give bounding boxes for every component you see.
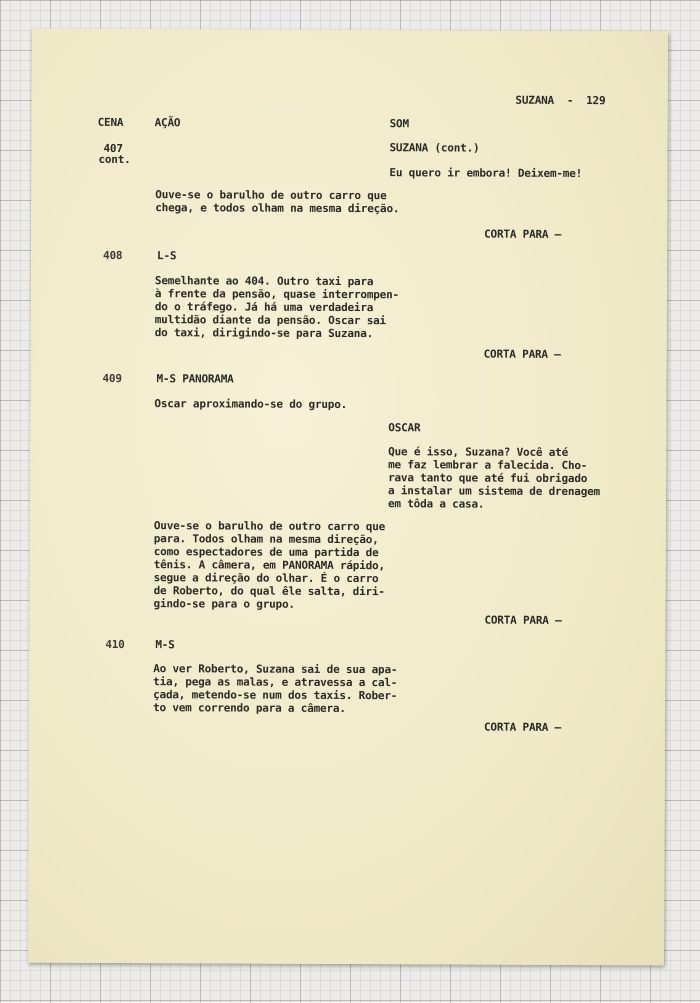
action-line: para. Todos olham na mesma direção, xyxy=(153,532,379,547)
scene-number: 407 xyxy=(103,141,123,156)
action-line: Ouve-se o barulho de outro carro que xyxy=(153,519,386,534)
action-paragraph xyxy=(154,519,386,611)
action-line: de Roberto, do qual êle salta, diri- xyxy=(153,584,385,599)
action-line: do o tráfego. Já há uma verdadeira xyxy=(154,300,374,315)
page-number: 129 xyxy=(586,94,606,108)
header-separator: - xyxy=(566,93,574,107)
dialogue-line: Que é isso, Suzana? Você até xyxy=(388,445,569,459)
action-line: do taxi, dirigindo-se para Suzana. xyxy=(154,326,374,341)
column-heading-action: AÇÃO xyxy=(154,116,181,130)
page-header xyxy=(490,81,606,121)
dialogue-line: me faz lembrar a falecida. Cho- xyxy=(388,458,588,473)
column-heading-sound: SOM xyxy=(389,117,409,131)
action-line: gindo-se para o grupo. xyxy=(153,597,295,611)
scene-cont-label: cont. xyxy=(98,152,131,167)
action-line: Ouve-se o barulho de outro carro que xyxy=(155,188,387,203)
speaker-name: OSCAR xyxy=(388,421,421,435)
header-title: SUZANA xyxy=(515,93,555,107)
action-line: segue a direção do olhar. É o carro xyxy=(153,571,379,586)
action-paragraph xyxy=(155,188,399,215)
action-line: to vem correndo para a câmera. xyxy=(153,701,346,715)
dialogue-line: Eu quero ir embora! Deixem-me! xyxy=(389,166,583,181)
action-line: Semelhante ao 404. Outro taxi para xyxy=(154,274,374,289)
scene-number: 408 xyxy=(103,248,123,263)
script-page xyxy=(28,29,668,966)
dialogue-line: a instalar um sistema de drenagem xyxy=(387,484,601,499)
action-line: como espectadores de uma partida de xyxy=(153,545,379,560)
transition-cut: CORTA PARA — xyxy=(484,227,562,241)
shot-type: M-S xyxy=(155,638,175,652)
action-line: à frente da pensão, quase interrompen- xyxy=(154,287,399,302)
dialogue-line: em tôda a casa. xyxy=(387,497,485,511)
action-line: tênis. A câmera, em PANORAMA rápido, xyxy=(153,558,385,573)
speaker-name: SUZANA (cont.) xyxy=(389,141,480,155)
dialogue-line: rava tanto que até fui obrigado xyxy=(388,471,588,486)
action-paragraph xyxy=(153,662,397,715)
scene-number: 409 xyxy=(102,371,122,386)
action-line: chega, e todos olham na mesma direção. xyxy=(155,201,400,216)
action-line: multidão diante da pensão. Oscar sai xyxy=(154,313,387,328)
action-paragraph xyxy=(155,274,399,340)
action-intro-line: Oscar aproximando-se do grupo. xyxy=(154,397,348,411)
column-heading-scene: CENA xyxy=(97,115,124,130)
transition-cut: CORTA PARA — xyxy=(484,613,562,627)
scene-number: 410 xyxy=(105,637,125,652)
transition-cut: CORTA PARA — xyxy=(483,347,561,361)
shot-type: L-S xyxy=(157,249,177,263)
action-line: tia, pega as malas, e atravessa a cal- xyxy=(153,675,398,690)
shot-type: M-S PANORAMA xyxy=(156,372,234,386)
dialogue-paragraph xyxy=(388,445,600,511)
action-line: çada, metendo-se num dos taxis. Rober- xyxy=(153,688,398,703)
transition-cut: CORTA PARA — xyxy=(483,720,562,734)
action-line: Ao ver Roberto, Suzana sai de sua apa- xyxy=(153,662,398,677)
